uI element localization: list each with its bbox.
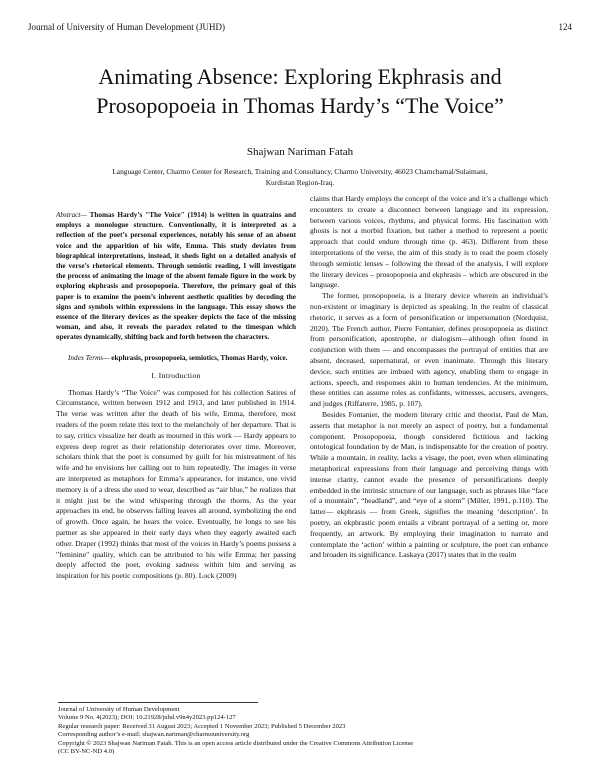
right-column	[310, 194, 548, 561]
author-affiliation: Language Center, Charmo Center for Research, Training and Consultancy, Charmo University, 46023 Chamchamal/Sulaimani, Kurdistan Region-Iraq.	[112, 167, 488, 187]
footer-dates: Regular research paper: Received 31 August 2023; Accepted 1 November 2023; Published 5 December 2023	[58, 722, 346, 730]
journal-name: Journal of University of Human Development (JUHD)	[28, 22, 225, 32]
article-footer	[58, 702, 560, 756]
footer-volume-doi: Volume 9 No. 4(2023); DOI: 10.21928/juhd.v9n4y2023.pp124-127	[58, 714, 236, 722]
index-terms-text: ekphrasis, prosopopoeia, semiotics, Thomas Hardy, voice.	[109, 353, 288, 362]
body-paragraph: claims that Hardy employs the concept of the voice and it’s a challenge which encounters to create a disconnect between language and its expression, between various voices, rhythms, and physical forms. His fascination with ghosts is not a morbid fixation, but rather a method to represent a poetic approach that could endure through time (p. 463). Different from these interpretations of the verse, the aim of this study is to read the poem closely through semiotic lenses – following the thread of the analysis, I will explore the literary devices – prosopopoeia and ekphrasis – which are obscured in the language.	[310, 194, 548, 290]
footer-license: (CC BY-NC-ND 4.0)	[58, 748, 115, 756]
footer-copyright: Copyright © 2023 Shajwan Nariman Fatah. This is an open access article distributed under the Creative Commons Attribution License	[58, 739, 414, 747]
left-column	[56, 210, 296, 582]
body-paragraph: Besides Fontanier, the modern literary critic and theorist, Paul de Man, asserts that metaphor is not merely an aspect of poetry, but a fundamental component. Prosopopoeia, though considered fictitious and lacking ontological foundation by de Man, is indispensable for the creation of poetry. While a mountain, in reality, lacks a visage, the poet, even when eliminating metaphorical expressions from their language and perceiving things with intense clarity, cannot evade the presence of personifications deeply embedded in the intrinsic structure of our language, such as phrases like “face of a mountain”, “headland”, and “eye of a storm” (Miller, 1991, p.110). The latter— ekphrasis — from Greek, signifies the meaning ‘description’. In poetry, an ekphrastic poem entails a vibrant portrayal of a setting or, more frequently, an artwork. By employing their imagination to narrate and contemplate the ‘action’ within a painting or sculpture, the poet can enhance and broaden its significance. Laskaya (2017) states that in the realm	[310, 409, 548, 560]
footer-email: Corresponding author’s e-mail: shajwan.nariman@charmouniversity.org	[58, 731, 250, 739]
page-number: 124	[558, 22, 572, 32]
abstract-lead: Abstract—	[56, 211, 87, 219]
index-terms-lead: Index Terms—	[68, 353, 110, 362]
body-paragraph: The former, prosopopoeia, is a literary device wherein an individual’s non-existent or imaginary is depicted as speaking. In the realm of classical rhetoric, it serves as a form of personification or impersonation (Nordquist, 2020). The French author, Pierre Fontanier, defines prosopopoeia as distinct from personification, apostrophe, or dialogism—although often found in conjunction with them — and encompasses the portrayal of entities that are absent, deceased, supernatural, or even inanimate. Through this literary device, such entities are imbued with agency, enabling them to engage in actions, speech, and responses akin to human tendencies. At the minimum, these entities can assume roles as confidants, witnesses, accusers, avengers, and judges (Riffaterre, 1985, p. 107).	[310, 291, 548, 409]
author-name: Shajwan Nariman Fatah	[246, 146, 354, 158]
abstract	[56, 210, 296, 343]
footer-journal: Journal of University of Human Development	[58, 706, 180, 713]
footer-divider	[58, 702, 258, 703]
index-terms	[56, 353, 296, 363]
intro-paragraph: Thomas Hardy’s “The Voice” was composed for his collection Satires of Circumstance, written between 1912 and 1913, and later published in 1914. The verse was written after the death of his wife, Emma, therefore, most readers of the poem relate this text to the melancholy of her departure. That is to say, critics visualize her death as mourned in this work — Hardy appears to express deep regret as their relationship deteriorates over time. Moreover, scholars think that the poet is consumed by guilt for his mistreatment of his wife and he envisions her calling out to him repeatedly. The images in verse are interpreted as metaphors for Emma’s appearance, for instance, one vivid memory is of a dress she used to wear, described as “air blue,” he realizes that it might just be the wind whispering through the thorns. As the year approaches its end, he observes falling leaves all around, symbolizing the end of growth. Once again, he hears the voice. Eventually, he longs to see his partner as she appeared in their early days when they eagerly awaited each other. Draper (1992) thinks that most of the voices in Hardy’s poems possess a "feminine" quality, which can be attributed to his wife Emma; her passing deeply affected the poet, evoking sadness within him and serving as inspiration for his poetic compositions (p. 80). Lock (2009)	[56, 387, 296, 581]
section-heading-introduction: I. Introduction	[151, 370, 201, 380]
abstract-text: Thomas Hardy’s "The Voice" (1914) is written in quatrains and employs a monologue structure. Conventionally, it is interpreted as a reflection of the poet’s personal experiences, notably his sense of an absent voice and the apparition of his wife, Emma. This study deviates from biographical interpretations, instead, it sheds light on a detailed analysis of the verse’s rhetorical elements. Through semiotic reading, I will investigate the process of animating the image of the absent female figure in the work by exploring ekphrasis and prosopopoeia. Therefore, the primary goal of this paper is to examine the poem’s inherent aesthetic qualities by decoding the signs and symbols within expressions in the language. This essay shows the essence of the literary devices as the speaker depicts the face of the missing woman, and also, it reveals the paradox related to the timespan which operates dynamically, shifting back and forth between the characters.	[56, 211, 296, 342]
paper-title: Animating Absence: Exploring Ekphrasis and Prosopopoeia in Thomas Hardy’s “The Voice”	[96, 64, 504, 118]
